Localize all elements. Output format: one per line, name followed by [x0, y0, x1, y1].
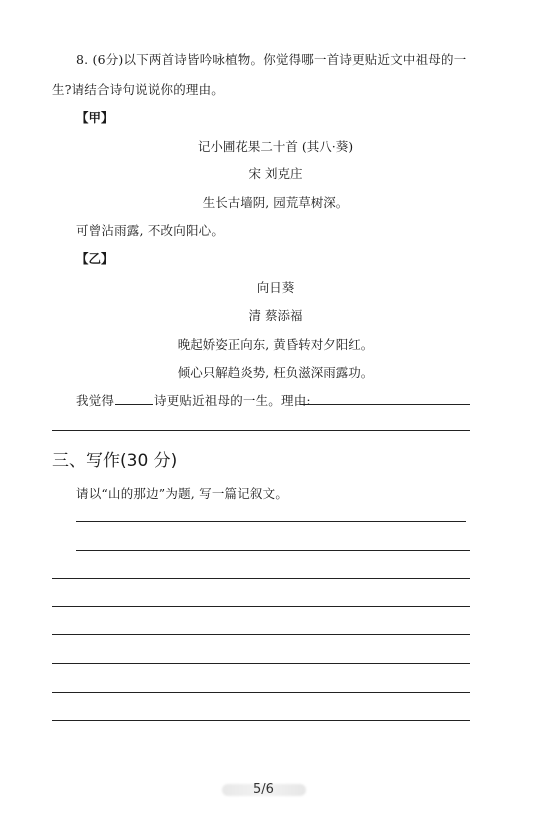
writing-line-2[interactable]: [76, 550, 470, 551]
writing-line-1[interactable]: [76, 521, 466, 522]
section-writing-title: 三、写作(30 分): [52, 451, 178, 471]
writing-line-8[interactable]: [52, 720, 470, 721]
answer-blank-poem[interactable]: [115, 404, 153, 405]
poem-b-title: 向日葵: [256, 280, 295, 295]
poem-a-title: 记小圃花果二十首 (其八·葵): [197, 139, 354, 154]
poem-b-line-2: 倾心只解趋炎势, 枉负滋深雨露功。: [177, 365, 374, 380]
page-number: 5/6: [253, 782, 274, 797]
writing-prompt: 请以“山的那边”为题, 写一篇记叙文。: [76, 486, 289, 501]
poem-a-label: 【甲】: [76, 110, 114, 125]
poem-b-line-1: 晚起娇姿正向东, 黄昏转对夕阳红。: [177, 337, 374, 352]
writing-line-7[interactable]: [52, 692, 470, 693]
writing-line-3[interactable]: [52, 578, 470, 579]
question-8-line-2: 生?请结合诗句说说你的理由。: [52, 82, 225, 97]
poem-a-line-1: 生长古墙阴, 园荒草树深。: [202, 195, 349, 210]
answer-prefix: 我觉得: [76, 393, 115, 408]
writing-line-4[interactable]: [52, 606, 470, 607]
answer-middle: 诗更贴近祖母的一生。理由:: [154, 393, 311, 408]
poem-b-author: 清 蔡添福: [248, 308, 303, 323]
writing-line-6[interactable]: [52, 663, 470, 664]
writing-line-5[interactable]: [52, 634, 470, 635]
question-8-line-1: 8. (6分)以下两首诗皆吟咏植物。你觉得哪一首诗更贴近文中祖母的一: [76, 52, 467, 67]
poem-a-author: 宋 刘克庄: [248, 166, 303, 181]
answer-blank-reason[interactable]: [300, 404, 470, 405]
poem-b-label: 【乙】: [76, 251, 114, 266]
poem-a-line-2: 可曾沾雨露, 不改向阳心。: [76, 223, 225, 238]
answer-line-2[interactable]: [52, 430, 470, 431]
